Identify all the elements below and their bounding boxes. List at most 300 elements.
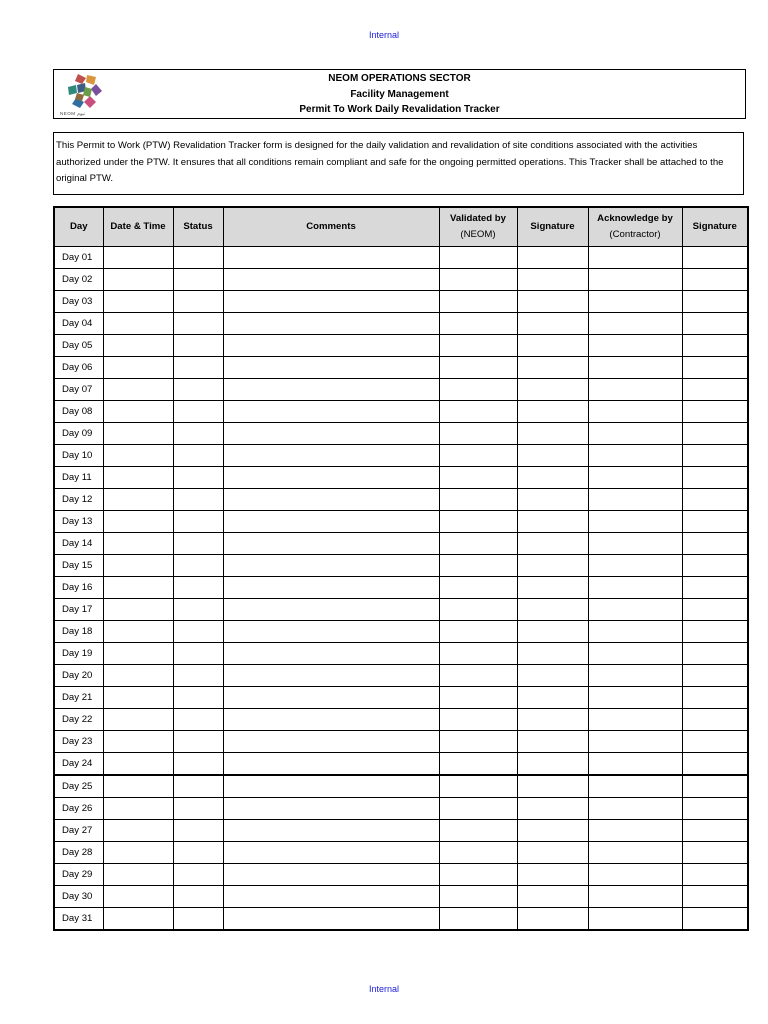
date-time-cell[interactable]	[103, 423, 173, 445]
validated-by-cell[interactable]	[439, 731, 517, 753]
comments-cell[interactable]	[223, 731, 439, 753]
day-cell: Day 04	[54, 313, 103, 335]
comments-cell[interactable]	[223, 864, 439, 886]
column-header-day: Day	[54, 207, 103, 247]
status-cell[interactable]	[173, 335, 223, 357]
date-time-cell[interactable]	[103, 291, 173, 313]
day-cell: Day 22	[54, 709, 103, 731]
date-time-cell[interactable]	[103, 665, 173, 687]
day-cell: Day 09	[54, 423, 103, 445]
acknowledge-by-cell[interactable]	[588, 886, 682, 908]
status-cell[interactable]	[173, 379, 223, 401]
signature-neom-cell[interactable]	[517, 709, 588, 731]
signature-neom-cell[interactable]	[517, 599, 588, 621]
table-row	[54, 533, 748, 555]
signature-neom-cell[interactable]	[517, 511, 588, 533]
status-cell[interactable]	[173, 687, 223, 709]
comments-cell[interactable]	[223, 467, 439, 489]
acknowledge-by-cell[interactable]	[588, 533, 682, 555]
day-cell: Day 11	[54, 467, 103, 489]
column-header-signature-neom: Signature	[517, 207, 588, 247]
day-cell: Day 25	[54, 775, 103, 798]
signature-neom-cell[interactable]	[517, 687, 588, 709]
form-title: Permit To Work Daily Revalidation Tracker	[299, 104, 500, 115]
classification-label-bottom: Internal	[368, 984, 400, 994]
signature-neom-cell[interactable]	[517, 886, 588, 908]
day-cell: Day 27	[54, 820, 103, 842]
comments-cell[interactable]	[223, 357, 439, 379]
signature-contractor-cell[interactable]	[682, 379, 748, 401]
signature-neom-cell[interactable]	[517, 533, 588, 555]
signature-contractor-cell[interactable]	[682, 908, 748, 931]
comments-cell[interactable]	[223, 665, 439, 687]
validated-by-cell[interactable]	[439, 555, 517, 577]
signature-neom-cell[interactable]	[517, 908, 588, 931]
status-cell[interactable]	[173, 555, 223, 577]
column-header-status: Status	[173, 207, 223, 247]
signature-neom-cell[interactable]	[517, 753, 588, 776]
status-cell[interactable]	[173, 908, 223, 931]
signature-contractor-cell[interactable]	[682, 247, 748, 269]
signature-contractor-cell[interactable]	[682, 489, 748, 511]
comments-cell[interactable]	[223, 423, 439, 445]
signature-contractor-cell[interactable]	[682, 643, 748, 665]
table-row	[54, 731, 748, 753]
signature-neom-cell[interactable]	[517, 379, 588, 401]
day-cell: Day 16	[54, 577, 103, 599]
status-cell[interactable]	[173, 401, 223, 423]
acknowledge-by-cell[interactable]	[588, 401, 682, 423]
comments-cell[interactable]	[223, 401, 439, 423]
validated-by-cell[interactable]	[439, 864, 517, 886]
status-cell[interactable]	[173, 577, 223, 599]
comments-cell[interactable]	[223, 247, 439, 269]
table-row	[54, 269, 748, 291]
status-cell[interactable]	[173, 709, 223, 731]
day-cell: Day 20	[54, 665, 103, 687]
table-row	[54, 247, 748, 269]
table-row	[54, 665, 748, 687]
comments-cell[interactable]	[223, 908, 439, 931]
column-header-acknowledge-by	[588, 207, 682, 247]
signature-contractor-cell[interactable]	[682, 820, 748, 842]
day-cell: Day 05	[54, 335, 103, 357]
document-header	[53, 69, 746, 119]
comments-cell[interactable]	[223, 269, 439, 291]
validated-by-label: Validated by	[450, 213, 506, 224]
signature-neom-cell[interactable]	[517, 864, 588, 886]
validated-by-cell[interactable]	[439, 643, 517, 665]
revalidation-tracker-table	[53, 206, 749, 931]
acknowledge-by-cell[interactable]	[588, 687, 682, 709]
date-time-cell[interactable]	[103, 401, 173, 423]
table-row	[54, 423, 748, 445]
validated-by-cell[interactable]	[439, 511, 517, 533]
acknowledge-by-cell[interactable]	[588, 335, 682, 357]
validated-by-cell[interactable]	[439, 577, 517, 599]
acknowledge-by-cell[interactable]	[588, 864, 682, 886]
comments-cell[interactable]	[223, 379, 439, 401]
signature-contractor-cell[interactable]	[682, 709, 748, 731]
signature-contractor-cell[interactable]	[682, 357, 748, 379]
validated-by-cell[interactable]	[439, 445, 517, 467]
status-cell[interactable]	[173, 313, 223, 335]
date-time-cell[interactable]	[103, 687, 173, 709]
status-cell[interactable]	[173, 599, 223, 621]
date-time-cell[interactable]	[103, 379, 173, 401]
table-row	[54, 445, 748, 467]
comments-cell[interactable]	[223, 820, 439, 842]
form-description: This Permit to Work (PTW) Revalidation Tracker form is designed for the daily validation and revalidation of site conditions associated with the activities authorized under the PTW. It ensures that all conditions remain compliant and safe for the ongoing permitted operations. This Tracker shall be attached to the original PTW.	[53, 132, 744, 195]
acknowledge-by-cell[interactable]	[588, 489, 682, 511]
table-row	[54, 467, 748, 489]
day-cell: Day 18	[54, 621, 103, 643]
validated-by-cell[interactable]	[439, 291, 517, 313]
validated-by-cell[interactable]	[439, 820, 517, 842]
signature-neom-cell[interactable]	[517, 643, 588, 665]
date-time-cell[interactable]	[103, 247, 173, 269]
organization-title: NEOM OPERATIONS SECTOR	[328, 73, 471, 84]
signature-contractor-cell[interactable]	[682, 864, 748, 886]
acknowledge-by-cell[interactable]	[588, 709, 682, 731]
day-cell: Day 10	[54, 445, 103, 467]
signature-neom-cell[interactable]	[517, 555, 588, 577]
acknowledge-by-label: Acknowledge by	[597, 213, 673, 224]
validated-by-cell[interactable]	[439, 798, 517, 820]
day-cell: Day 15	[54, 555, 103, 577]
validated-by-sublabel: (NEOM)	[460, 229, 496, 240]
date-time-cell[interactable]	[103, 753, 173, 776]
acknowledge-by-cell[interactable]	[588, 643, 682, 665]
table-row	[54, 842, 748, 864]
date-time-cell[interactable]	[103, 842, 173, 864]
acknowledge-by-cell[interactable]	[588, 753, 682, 776]
status-cell[interactable]	[173, 269, 223, 291]
validated-by-cell[interactable]	[439, 842, 517, 864]
signature-contractor-cell[interactable]	[682, 621, 748, 643]
comments-cell[interactable]	[223, 798, 439, 820]
validated-by-cell[interactable]	[439, 269, 517, 291]
signature-contractor-cell[interactable]	[682, 687, 748, 709]
acknowledge-by-cell[interactable]	[588, 908, 682, 931]
validated-by-cell[interactable]	[439, 621, 517, 643]
comments-cell[interactable]	[223, 621, 439, 643]
validated-by-cell[interactable]	[439, 379, 517, 401]
comments-cell[interactable]	[223, 489, 439, 511]
signature-contractor-cell[interactable]	[682, 269, 748, 291]
date-time-cell[interactable]	[103, 357, 173, 379]
signature-neom-cell[interactable]	[517, 335, 588, 357]
day-cell: Day 29	[54, 864, 103, 886]
comments-cell[interactable]	[223, 313, 439, 335]
signature-contractor-cell[interactable]	[682, 665, 748, 687]
signature-contractor-cell[interactable]	[682, 291, 748, 313]
column-header-comments: Comments	[223, 207, 439, 247]
signature-neom-cell[interactable]	[517, 665, 588, 687]
status-cell[interactable]	[173, 665, 223, 687]
status-cell[interactable]	[173, 753, 223, 776]
date-time-cell[interactable]	[103, 864, 173, 886]
validated-by-cell[interactable]	[439, 775, 517, 798]
signature-neom-cell[interactable]	[517, 313, 588, 335]
comments-cell[interactable]	[223, 643, 439, 665]
validated-by-cell[interactable]	[439, 709, 517, 731]
table-row	[54, 820, 748, 842]
table-row	[54, 335, 748, 357]
signature-neom-cell[interactable]	[517, 269, 588, 291]
acknowledge-by-cell[interactable]	[588, 423, 682, 445]
table-header-row	[54, 207, 748, 247]
day-cell: Day 01	[54, 247, 103, 269]
day-cell: Day 26	[54, 798, 103, 820]
date-time-cell[interactable]	[103, 269, 173, 291]
comments-cell[interactable]	[223, 445, 439, 467]
date-time-cell[interactable]	[103, 445, 173, 467]
date-time-cell[interactable]	[103, 731, 173, 753]
signature-neom-cell[interactable]	[517, 820, 588, 842]
status-cell[interactable]	[173, 247, 223, 269]
validated-by-cell[interactable]	[439, 401, 517, 423]
status-cell[interactable]	[173, 731, 223, 753]
table-row	[54, 621, 748, 643]
signature-contractor-cell[interactable]	[682, 335, 748, 357]
signature-neom-cell[interactable]	[517, 842, 588, 864]
table-row	[54, 775, 748, 798]
status-cell[interactable]	[173, 445, 223, 467]
day-cell: Day 02	[54, 269, 103, 291]
logo-caption: NEOM نيوم	[60, 111, 85, 116]
table-row	[54, 379, 748, 401]
acknowledge-by-cell[interactable]	[588, 842, 682, 864]
signature-neom-cell[interactable]	[517, 467, 588, 489]
validated-by-cell[interactable]	[439, 886, 517, 908]
acknowledge-by-cell[interactable]	[588, 291, 682, 313]
status-cell[interactable]	[173, 357, 223, 379]
comments-cell[interactable]	[223, 753, 439, 776]
validated-by-cell[interactable]	[439, 908, 517, 931]
acknowledge-by-cell[interactable]	[588, 577, 682, 599]
comments-cell[interactable]	[223, 599, 439, 621]
acknowledge-by-cell[interactable]	[588, 665, 682, 687]
acknowledge-by-cell[interactable]	[588, 511, 682, 533]
signature-neom-cell[interactable]	[517, 445, 588, 467]
validated-by-cell[interactable]	[439, 335, 517, 357]
acknowledge-by-cell[interactable]	[588, 621, 682, 643]
validated-by-cell[interactable]	[439, 533, 517, 555]
table-row	[54, 401, 748, 423]
table-row	[54, 555, 748, 577]
comments-cell[interactable]	[223, 709, 439, 731]
signature-contractor-cell[interactable]	[682, 313, 748, 335]
validated-by-cell[interactable]	[439, 489, 517, 511]
acknowledge-by-cell[interactable]	[588, 379, 682, 401]
signature-contractor-cell[interactable]	[682, 555, 748, 577]
status-cell[interactable]	[173, 511, 223, 533]
acknowledge-by-cell[interactable]	[588, 357, 682, 379]
validated-by-cell[interactable]	[439, 687, 517, 709]
table-row	[54, 511, 748, 533]
status-cell[interactable]	[173, 775, 223, 798]
column-header-validated-by	[439, 207, 517, 247]
signature-contractor-cell[interactable]	[682, 798, 748, 820]
date-time-cell[interactable]	[103, 533, 173, 555]
date-time-cell[interactable]	[103, 511, 173, 533]
acknowledge-by-cell[interactable]	[588, 445, 682, 467]
acknowledge-by-cell[interactable]	[588, 269, 682, 291]
signature-neom-cell[interactable]	[517, 731, 588, 753]
comments-cell[interactable]	[223, 842, 439, 864]
day-cell: Day 28	[54, 842, 103, 864]
acknowledge-by-cell[interactable]	[588, 599, 682, 621]
signature-neom-cell[interactable]	[517, 775, 588, 798]
comments-cell[interactable]	[223, 533, 439, 555]
signature-neom-cell[interactable]	[517, 798, 588, 820]
signature-contractor-cell[interactable]	[682, 753, 748, 776]
comments-cell[interactable]	[223, 775, 439, 798]
table-row	[54, 864, 748, 886]
validated-by-cell[interactable]	[439, 599, 517, 621]
signature-neom-cell[interactable]	[517, 401, 588, 423]
signature-contractor-cell[interactable]	[682, 842, 748, 864]
table-row	[54, 908, 748, 931]
acknowledge-by-cell[interactable]	[588, 247, 682, 269]
signature-contractor-cell[interactable]	[682, 775, 748, 798]
signature-neom-cell[interactable]	[517, 577, 588, 599]
status-cell[interactable]	[173, 842, 223, 864]
comments-cell[interactable]	[223, 555, 439, 577]
acknowledge-by-cell[interactable]	[588, 731, 682, 753]
comments-cell[interactable]	[223, 687, 439, 709]
validated-by-cell[interactable]	[439, 665, 517, 687]
status-cell[interactable]	[173, 423, 223, 445]
signature-contractor-cell[interactable]	[682, 577, 748, 599]
table-row	[54, 687, 748, 709]
acknowledge-by-cell[interactable]	[588, 798, 682, 820]
status-cell[interactable]	[173, 291, 223, 313]
table-row	[54, 599, 748, 621]
signature-contractor-cell[interactable]	[682, 445, 748, 467]
validated-by-cell[interactable]	[439, 467, 517, 489]
column-header-signature-contractor: Signature	[682, 207, 748, 247]
signature-contractor-cell[interactable]	[682, 886, 748, 908]
signature-contractor-cell[interactable]	[682, 401, 748, 423]
signature-neom-cell[interactable]	[517, 423, 588, 445]
table-row	[54, 709, 748, 731]
signature-contractor-cell[interactable]	[682, 467, 748, 489]
date-time-cell[interactable]	[103, 798, 173, 820]
table-row	[54, 577, 748, 599]
signature-neom-cell[interactable]	[517, 357, 588, 379]
table-row	[54, 753, 748, 776]
date-time-cell[interactable]	[103, 599, 173, 621]
day-cell: Day 19	[54, 643, 103, 665]
acknowledge-by-cell[interactable]	[588, 467, 682, 489]
status-cell[interactable]	[173, 798, 223, 820]
date-time-cell[interactable]	[103, 775, 173, 798]
table-row	[54, 798, 748, 820]
day-cell: Day 31	[54, 908, 103, 931]
status-cell[interactable]	[173, 864, 223, 886]
department-subtitle: Facility Management	[350, 88, 449, 100]
status-cell[interactable]	[173, 820, 223, 842]
status-cell[interactable]	[173, 621, 223, 643]
comments-cell[interactable]	[223, 886, 439, 908]
comments-cell[interactable]	[223, 335, 439, 357]
date-time-cell[interactable]	[103, 555, 173, 577]
signature-neom-cell[interactable]	[517, 291, 588, 313]
date-time-cell[interactable]	[103, 621, 173, 643]
status-cell[interactable]	[173, 533, 223, 555]
comments-cell[interactable]	[223, 291, 439, 313]
day-cell: Day 30	[54, 886, 103, 908]
table-row	[54, 357, 748, 379]
comments-cell[interactable]	[223, 577, 439, 599]
date-time-cell[interactable]	[103, 709, 173, 731]
classification-label-top: Internal	[368, 30, 400, 40]
date-time-cell[interactable]	[103, 335, 173, 357]
validated-by-cell[interactable]	[439, 357, 517, 379]
signature-contractor-cell[interactable]	[682, 599, 748, 621]
signature-contractor-cell[interactable]	[682, 533, 748, 555]
day-cell: Day 08	[54, 401, 103, 423]
date-time-cell[interactable]	[103, 489, 173, 511]
table-row	[54, 643, 748, 665]
header-titles	[54, 71, 745, 118]
validated-by-cell[interactable]	[439, 247, 517, 269]
acknowledge-by-sublabel: (Contractor)	[609, 229, 661, 240]
day-cell: Day 07	[54, 379, 103, 401]
date-time-cell[interactable]	[103, 313, 173, 335]
column-header-date-time: Date & Time	[103, 207, 173, 247]
status-cell[interactable]	[173, 886, 223, 908]
day-cell: Day 24	[54, 753, 103, 776]
status-cell[interactable]	[173, 467, 223, 489]
day-cell: Day 14	[54, 533, 103, 555]
signature-contractor-cell[interactable]	[682, 511, 748, 533]
day-cell: Day 03	[54, 291, 103, 313]
acknowledge-by-cell[interactable]	[588, 820, 682, 842]
signature-contractor-cell[interactable]	[682, 731, 748, 753]
signature-neom-cell[interactable]	[517, 247, 588, 269]
date-time-cell[interactable]	[103, 886, 173, 908]
acknowledge-by-cell[interactable]	[588, 313, 682, 335]
status-cell[interactable]	[173, 643, 223, 665]
acknowledge-by-cell[interactable]	[588, 555, 682, 577]
day-cell: Day 13	[54, 511, 103, 533]
date-time-cell[interactable]	[103, 643, 173, 665]
date-time-cell[interactable]	[103, 577, 173, 599]
status-cell[interactable]	[173, 489, 223, 511]
date-time-cell[interactable]	[103, 467, 173, 489]
day-cell: Day 12	[54, 489, 103, 511]
signature-contractor-cell[interactable]	[682, 423, 748, 445]
table-body	[54, 247, 748, 931]
date-time-cell[interactable]	[103, 820, 173, 842]
day-cell: Day 21	[54, 687, 103, 709]
day-cell: Day 06	[54, 357, 103, 379]
validated-by-cell[interactable]	[439, 313, 517, 335]
comments-cell[interactable]	[223, 511, 439, 533]
day-cell: Day 17	[54, 599, 103, 621]
signature-neom-cell[interactable]	[517, 489, 588, 511]
signature-neom-cell[interactable]	[517, 621, 588, 643]
validated-by-cell[interactable]	[439, 753, 517, 776]
table-row	[54, 489, 748, 511]
validated-by-cell[interactable]	[439, 423, 517, 445]
table-row	[54, 313, 748, 335]
date-time-cell[interactable]	[103, 908, 173, 931]
acknowledge-by-cell[interactable]	[588, 775, 682, 798]
